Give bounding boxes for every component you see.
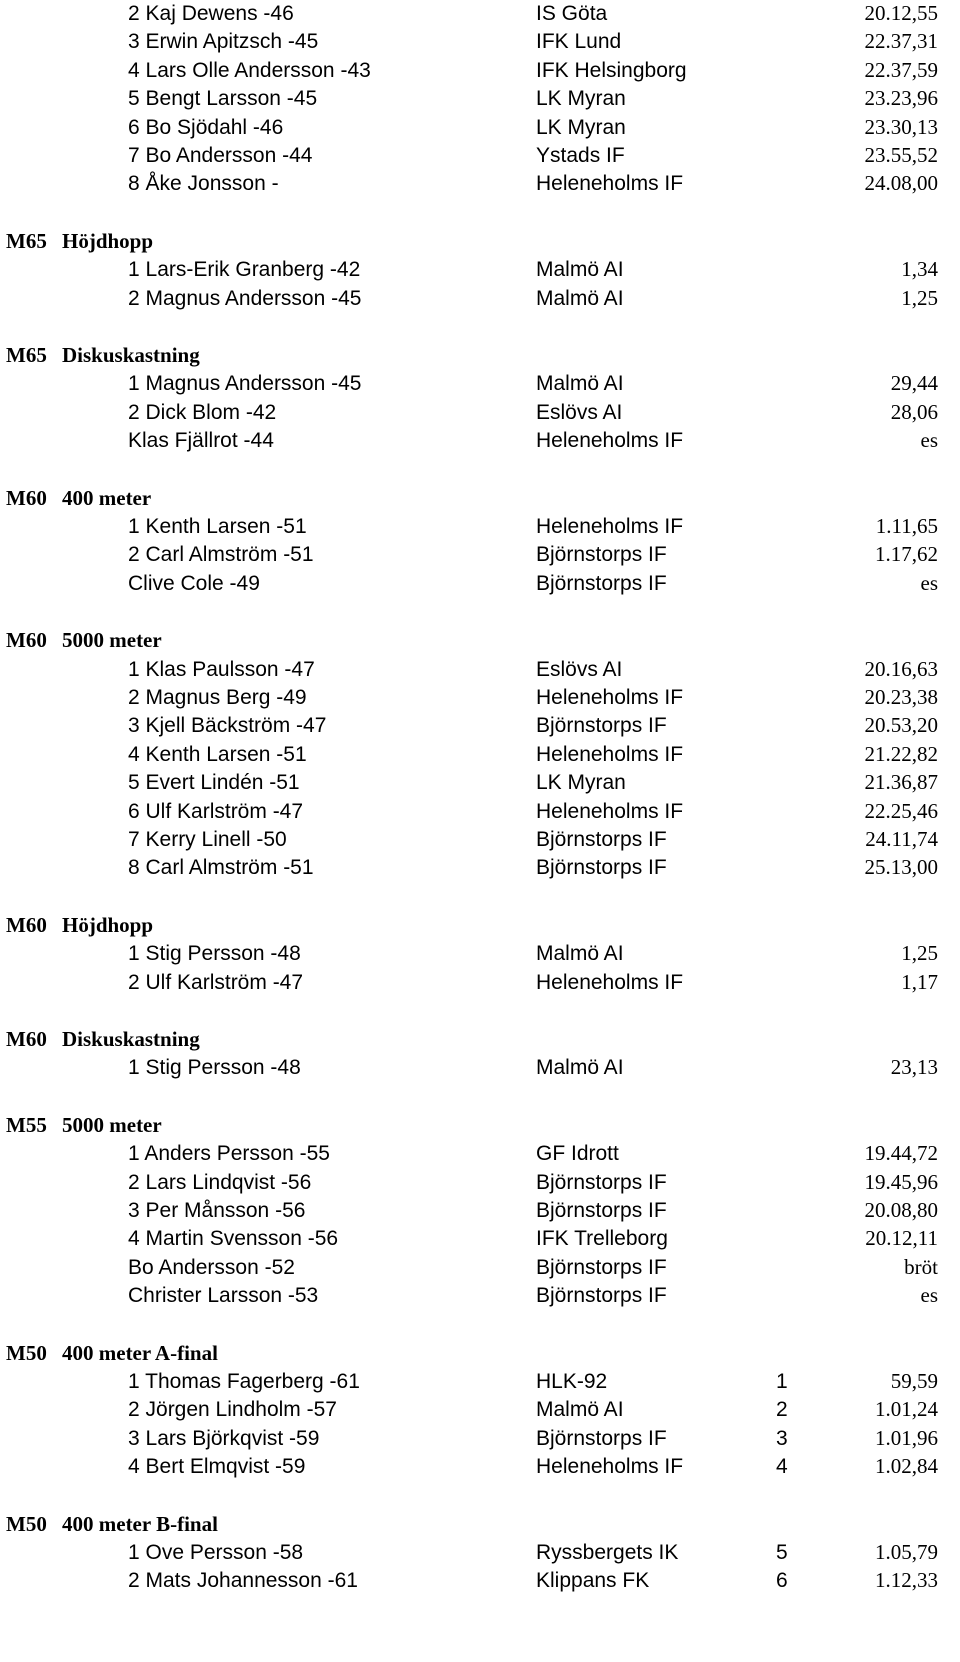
event-header bbox=[0, 226, 960, 256]
result-value: 1.01,96 bbox=[875, 1425, 938, 1450]
result-value: 1.17,62 bbox=[875, 542, 938, 567]
result-row bbox=[0, 968, 960, 997]
club-name: Ystads IF bbox=[536, 144, 625, 167]
athlete-name: 1 Klas Paulsson -47 bbox=[128, 657, 315, 681]
athlete-name: 4 Lars Olle Andersson -43 bbox=[128, 58, 371, 82]
club-name: IFK Helsingborg bbox=[536, 58, 687, 82]
athlete-name: 3 Lars Björkqvist -59 bbox=[128, 1426, 320, 1450]
result-value: 23.55,52 bbox=[864, 143, 938, 167]
age-class: M55 bbox=[6, 1112, 47, 1137]
club-name: IFK Lund bbox=[536, 30, 622, 54]
athlete-name: Clive Cole -49 bbox=[128, 571, 260, 595]
result-value: es bbox=[920, 570, 938, 595]
athlete-name: 1 Thomas Fagerberg -61 bbox=[128, 1370, 360, 1393]
result-row bbox=[0, 711, 960, 740]
club-name: Heleneholms IF bbox=[536, 799, 684, 823]
heat-number: 3 bbox=[776, 1426, 788, 1450]
athlete-name: 1 Stig Persson -48 bbox=[128, 942, 301, 966]
event-name: Höjdhopp bbox=[62, 912, 154, 937]
club-name: Malmö AI bbox=[536, 1398, 624, 1422]
result-row bbox=[0, 1053, 960, 1082]
athlete-name: 4 Bert Elmqvist -59 bbox=[128, 1455, 306, 1479]
athlete-name: 2 Magnus Berg -49 bbox=[128, 686, 307, 709]
result-value: 25.13,00 bbox=[864, 855, 938, 880]
result-value: 24.11,74 bbox=[865, 827, 938, 851]
result-row bbox=[0, 113, 960, 142]
club-name: Björnstorps IF bbox=[536, 571, 667, 595]
event-header bbox=[0, 483, 960, 513]
event-header bbox=[0, 910, 960, 940]
athlete-name: 2 Magnus Andersson -45 bbox=[128, 286, 362, 310]
result-row bbox=[0, 141, 960, 170]
athlete-name: 1 Kenth Larsen -51 bbox=[128, 515, 307, 538]
result-row bbox=[0, 1139, 960, 1168]
result-row bbox=[0, 1538, 960, 1567]
result-row bbox=[0, 768, 960, 797]
result-value: 59,59 bbox=[890, 1369, 938, 1393]
event-header bbox=[0, 340, 960, 370]
result-value: 1,25 bbox=[901, 285, 938, 310]
event-name: 400 meter B-final bbox=[62, 1511, 218, 1536]
club-name: LK Myran bbox=[536, 115, 626, 139]
result-row bbox=[0, 1168, 960, 1197]
result-row bbox=[0, 569, 960, 598]
age-class: M60 bbox=[6, 912, 47, 937]
club-name: Björnstorps IF bbox=[536, 1199, 667, 1222]
result-value: 28,06 bbox=[890, 399, 938, 424]
event-name: 400 meter bbox=[62, 485, 152, 510]
result-value: 20.12,55 bbox=[864, 1, 938, 25]
result-value: 23,13 bbox=[890, 1055, 938, 1080]
club-name: Malmö AI bbox=[536, 286, 624, 310]
heat-number: 2 bbox=[776, 1398, 788, 1422]
result-row bbox=[0, 369, 960, 398]
result-value: 1.05,79 bbox=[875, 1540, 938, 1564]
result-value: 20.16,63 bbox=[864, 656, 938, 681]
heat-number: 1 bbox=[776, 1370, 788, 1393]
club-name: IS Göta bbox=[536, 2, 608, 25]
club-name: Björnstorps IF bbox=[536, 543, 667, 567]
age-class: M50 bbox=[6, 1511, 47, 1536]
club-name: Ryssbergets IK bbox=[536, 1541, 679, 1564]
athlete-name: 2 Kaj Dewens -46 bbox=[128, 2, 294, 25]
event-name: Diskuskastning bbox=[62, 1027, 200, 1051]
result-row bbox=[0, 853, 960, 882]
event-header bbox=[0, 625, 960, 655]
result-row bbox=[0, 169, 960, 198]
result-row bbox=[0, 27, 960, 56]
club-name: GF Idrott bbox=[536, 1142, 619, 1166]
result-row bbox=[0, 1281, 960, 1310]
club-name: Heleneholms IF bbox=[536, 1455, 684, 1479]
age-class: M60 bbox=[6, 485, 47, 510]
athlete-name: 5 Evert Lindén -51 bbox=[128, 771, 300, 795]
club-name: IFK Trelleborg bbox=[536, 1227, 668, 1251]
club-name: Björnstorps IF bbox=[536, 1255, 667, 1279]
result-value: 1.11,65 bbox=[875, 514, 938, 538]
club-name: Heleneholms IF bbox=[536, 429, 684, 453]
result-row bbox=[0, 284, 960, 313]
club-name: Heleneholms IF bbox=[536, 742, 684, 766]
club-name: Malmö AI bbox=[536, 942, 624, 966]
club-name: Heleneholms IF bbox=[536, 970, 684, 994]
result-value: 20.08,80 bbox=[864, 1198, 938, 1222]
club-name: Malmö AI bbox=[536, 258, 624, 282]
result-value: 21.22,82 bbox=[864, 741, 938, 766]
club-name: Eslövs AI bbox=[536, 400, 623, 424]
result-value: 19.45,96 bbox=[864, 1169, 938, 1194]
result-value: es bbox=[920, 1283, 938, 1308]
result-row bbox=[0, 797, 960, 826]
result-row bbox=[0, 939, 960, 968]
event-header bbox=[0, 1110, 960, 1140]
athlete-name: 6 Ulf Karlström -47 bbox=[128, 799, 304, 823]
heat-number: 4 bbox=[776, 1455, 788, 1479]
age-class: M65 bbox=[6, 228, 47, 253]
athlete-name: 7 Bo Andersson -44 bbox=[128, 144, 313, 167]
athlete-name: 2 Dick Blom -42 bbox=[128, 400, 277, 424]
result-row bbox=[0, 1566, 960, 1595]
result-value: 1.02,84 bbox=[875, 1454, 938, 1479]
club-name: Malmö AI bbox=[536, 1056, 624, 1080]
result-value: 20.12,11 bbox=[865, 1226, 938, 1251]
club-name: Björnstorps IF bbox=[536, 714, 667, 738]
result-row bbox=[0, 84, 960, 113]
result-row bbox=[0, 740, 960, 769]
event-name: 5000 meter bbox=[62, 1112, 162, 1137]
result-row bbox=[0, 1253, 960, 1282]
result-row bbox=[0, 0, 960, 28]
result-row bbox=[0, 1452, 960, 1481]
result-value: bröt bbox=[904, 1254, 938, 1279]
club-name: Malmö AI bbox=[536, 372, 624, 396]
result-row bbox=[0, 1196, 960, 1225]
age-class: M60 bbox=[6, 628, 47, 653]
athlete-name: 1 Stig Persson -48 bbox=[128, 1056, 301, 1080]
club-name: Heleneholms IF bbox=[536, 172, 684, 196]
athlete-name: Christer Larsson -53 bbox=[128, 1284, 319, 1308]
result-row bbox=[0, 426, 960, 455]
age-class: M65 bbox=[6, 343, 47, 367]
athlete-name: 2 Carl Almström -51 bbox=[128, 543, 314, 567]
athlete-name: 2 Lars Lindqvist -56 bbox=[128, 1170, 312, 1194]
athlete-name: 1 Anders Persson -55 bbox=[128, 1142, 330, 1166]
result-value: 21.36,87 bbox=[864, 770, 938, 795]
athlete-name: 7 Kerry Linell -50 bbox=[128, 828, 287, 851]
age-class: M50 bbox=[6, 1340, 47, 1365]
result-row bbox=[0, 56, 960, 85]
club-name: Björnstorps IF bbox=[536, 1426, 667, 1450]
athlete-name: 8 Åke Jonsson - bbox=[128, 172, 279, 196]
result-row bbox=[0, 1424, 960, 1453]
result-value: 29,44 bbox=[890, 371, 938, 396]
result-value: 1,34 bbox=[901, 257, 938, 282]
athlete-name: 4 Martin Svensson -56 bbox=[128, 1227, 339, 1251]
result-value: 24.08,00 bbox=[864, 171, 938, 196]
club-name: HLK-92 bbox=[536, 1370, 608, 1393]
heat-number: 5 bbox=[776, 1541, 788, 1564]
result-row bbox=[0, 683, 960, 712]
athlete-name: 3 Kjell Bäckström -47 bbox=[128, 714, 327, 738]
event-header bbox=[0, 1509, 960, 1539]
event-name: 5000 meter bbox=[62, 628, 162, 653]
event-name: Diskuskastning bbox=[62, 343, 200, 367]
result-value: 22.25,46 bbox=[864, 798, 938, 823]
result-row bbox=[0, 540, 960, 569]
club-name: Heleneholms IF bbox=[536, 515, 684, 538]
athlete-name: 3 Per Månsson -56 bbox=[128, 1199, 306, 1222]
result-value: 20.53,20 bbox=[864, 713, 938, 738]
club-name: Björnstorps IF bbox=[536, 828, 667, 851]
athlete-name: 8 Carl Almström -51 bbox=[128, 856, 314, 880]
athlete-name: 4 Kenth Larsen -51 bbox=[128, 742, 307, 766]
result-row bbox=[0, 655, 960, 684]
result-value: 22.37,59 bbox=[864, 57, 938, 82]
result-row bbox=[0, 825, 960, 854]
result-value: 1,25 bbox=[901, 941, 938, 966]
athlete-name: 2 Mats Johannesson -61 bbox=[128, 1569, 358, 1593]
athlete-name: 2 Jörgen Lindholm -57 bbox=[128, 1398, 337, 1422]
club-name: LK Myran bbox=[536, 87, 626, 111]
result-value: 22.37,31 bbox=[864, 29, 938, 54]
result-row bbox=[0, 398, 960, 427]
athlete-name: Klas Fjällrot -44 bbox=[128, 429, 274, 453]
result-row bbox=[0, 1224, 960, 1253]
athlete-name: Bo Andersson -52 bbox=[128, 1255, 295, 1279]
result-value: es bbox=[920, 428, 938, 453]
result-row bbox=[0, 255, 960, 284]
athlete-name: 6 Bo Sjödahl -46 bbox=[128, 115, 284, 139]
result-row bbox=[0, 512, 960, 541]
athlete-name: 5 Bengt Larsson -45 bbox=[128, 87, 318, 111]
club-name: Björnstorps IF bbox=[536, 1284, 667, 1308]
athlete-name: 1 Magnus Andersson -45 bbox=[128, 372, 362, 396]
age-class: M60 bbox=[6, 1027, 47, 1051]
result-value: 20.23,38 bbox=[864, 685, 938, 709]
athlete-name: 1 Lars-Erik Granberg -42 bbox=[128, 258, 361, 282]
result-value: 1.12,33 bbox=[875, 1568, 938, 1593]
club-name: Klippans FK bbox=[536, 1569, 650, 1593]
club-name: Eslövs AI bbox=[536, 657, 623, 681]
result-value: 19.44,72 bbox=[864, 1141, 938, 1166]
result-row bbox=[0, 1395, 960, 1424]
athlete-name: 2 Ulf Karlström -47 bbox=[128, 970, 304, 994]
club-name: Heleneholms IF bbox=[536, 686, 684, 709]
club-name: LK Myran bbox=[536, 771, 626, 795]
result-row bbox=[0, 1367, 960, 1396]
result-value: 1.01,24 bbox=[875, 1397, 938, 1422]
club-name: Björnstorps IF bbox=[536, 1170, 667, 1194]
club-name: Björnstorps IF bbox=[536, 856, 667, 880]
athlete-name: 1 Ove Persson -58 bbox=[128, 1541, 304, 1564]
heat-number: 6 bbox=[776, 1569, 788, 1593]
event-header bbox=[0, 1338, 960, 1368]
event-name: Höjdhopp bbox=[62, 228, 154, 253]
event-name: 400 meter A-final bbox=[62, 1340, 218, 1365]
event-header bbox=[0, 1024, 960, 1054]
result-value: 23.30,13 bbox=[864, 114, 938, 139]
result-value: 1,17 bbox=[901, 969, 938, 994]
athlete-name: 3 Erwin Apitzsch -45 bbox=[128, 30, 319, 54]
result-value: 23.23,96 bbox=[864, 86, 938, 111]
